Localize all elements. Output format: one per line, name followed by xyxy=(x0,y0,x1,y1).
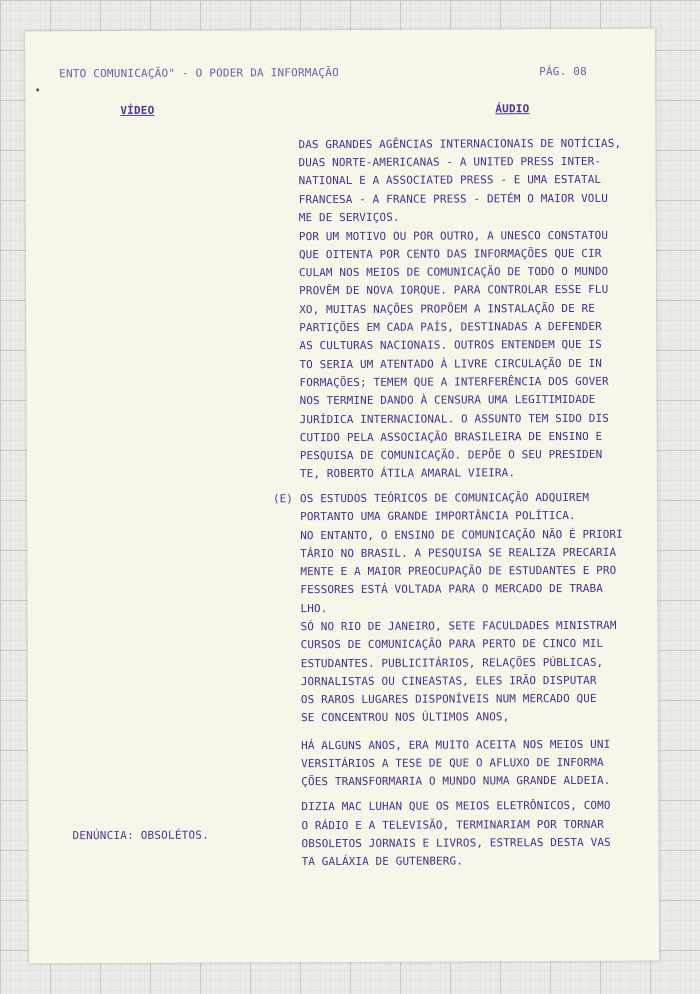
audio-line: QUE OITENTA POR CENTO DAS INFORMAÇÕES QUE CIR xyxy=(298,246,602,262)
audio-line: SE CONCENTROU NOS ÚLTIMOS ANOS, xyxy=(300,710,510,725)
audio-line: SÓ NO RIO DE JANEIRO, SETE FACULDADES MINISTRAM xyxy=(300,618,617,634)
audio-line: CUTIDO PELA ASSOCIAÇÃO BRASILEIRA DE ENSINO E xyxy=(299,429,603,445)
audio-line: PORTANTO UMA GRANDE IMPORTÂNCIA POLÍTICA. xyxy=(300,508,576,524)
sound-effect-marker: (E) xyxy=(272,492,293,506)
audio-line: PROVÊM DE NOVA IORQUE. PARA CONTROLAR ESSE FLU xyxy=(299,282,609,298)
page-header-title: ENTO COMUNICAÇÃO" - O PODER DA INFORMAÇÃO xyxy=(59,66,339,81)
video-note: DENÚNCIA: OBSOLÉTOS. xyxy=(72,828,209,843)
audio-line: CULAM NOS MEIOS DE COMUNICAÇÃO DE TODO O MUNDO xyxy=(298,264,609,280)
audio-line: OS ESTUDOS TEÓRICOS DE COMUNICAÇÃO ADQUIREM xyxy=(299,490,590,506)
audio-line: TA GALÁXIA DE GUTENBERG. xyxy=(301,854,463,869)
audio-line: DUAS NORTE-AMERICANAS - A UNITED PRESS INTER- xyxy=(298,154,602,170)
audio-line: DAS GRANDES AGÊNCIAS INTERNACIONAIS DE NOTÍCIAS, xyxy=(298,136,622,152)
audio-line: ESTUDANTES. PUBLICITÁRIOS, RELAÇÕES PÚBLICAS, xyxy=(300,655,604,671)
audio-line: MENTE E A MAIOR PREOCUPAÇÃO DE ESTUDANTES E PRO xyxy=(300,563,617,579)
audio-line: TE, ROBERTO ÁTILA AMARAL VIEIRA. xyxy=(299,466,516,481)
video-column-heading: VÍDEO xyxy=(120,103,155,117)
audio-line: PESQUISA DE COMUNICAÇÃO. DEPÕE O SEU PRESIDEN xyxy=(299,447,603,463)
audio-line: O RÁDIO E A TELEVISÃO, TERMINARIAM POR TORNAR xyxy=(301,817,604,833)
audio-line: DIZIA MAC LUHAN QUE OS MEIOS ELETRÔNICOS, COMO xyxy=(301,798,611,814)
audio-line: JURÍDICA INTERNACIONAL. O ASSUNTO TEM SIDO DIS xyxy=(299,411,609,427)
typewritten-page xyxy=(25,29,659,964)
audio-line: VERSITÁRIOS A TESE DE QUE O AFLUXO DE INFORMA xyxy=(301,755,604,771)
audio-line: CURSOS DE COMUNICAÇÃO PARA PERTO DE CINCO MIL xyxy=(300,636,604,652)
page-number: PÁG. 08 xyxy=(539,64,587,79)
audio-line: ME DE SERVIÇOS. xyxy=(298,210,400,225)
audio-line: NOS TERMINE DANDO À CENSURA UMA LEGITIMIDADE xyxy=(299,392,596,408)
audio-line: AS CULTURAS NACIONAIS. OUTROS ENTENDEM QUE IS xyxy=(299,337,602,353)
audio-line: JORNALISTAS OU CINEASTAS, ELES IRÃO DISPUTAR xyxy=(300,673,597,689)
audio-line: XO, MUITAS NAÇÕES PROPÕEM A INSTALAÇÃO DE RE xyxy=(299,301,596,317)
audio-line: FORMAÇÕES; TEMEM QUE A INTERFERÊNCIA DOS GOVER xyxy=(299,374,609,390)
audio-line: POR UM MOTIVO OU POR OUTRO, A UNESCO CONSTATOU xyxy=(298,228,609,244)
audio-line: PARTIÇÕES EM CADA PAÍS, DESTINADAS A DEFENDER xyxy=(299,319,602,335)
audio-line: NATIONAL E A ASSOCIATED PRESS - E UMA ESTATAL xyxy=(298,172,602,188)
ink-dot xyxy=(36,88,39,91)
audio-line: TÁRIO NO BRASIL. A PESQUISA SE REALIZA PRECARIA xyxy=(300,545,617,561)
audio-line: HÁ ALGUNS ANOS, ERA MUITO ACEITA NOS MEIOS UNI xyxy=(301,737,611,753)
audio-line: OBSOLETOS JORNAIS E LIVROS, ESTRELAS DESTA VAS xyxy=(301,835,611,851)
audio-line: FESSORES ESTÁ VOLTADA PARA O MERCADO DE TRABA xyxy=(300,581,603,597)
audio-line: ÇÕES TRANSFORMARIA O MUNDO NUMA GRANDE ALDEIA. xyxy=(301,773,611,789)
audio-column-heading: ÁUDIO xyxy=(495,102,530,116)
audio-line: TO SERIA UM ATENTADO À LIVRE CIRCULAÇÃO DE IN xyxy=(299,356,602,372)
audio-line: LHO. xyxy=(300,602,328,616)
audio-line: OS RAROS LUGARES DISPONÍVEIS NUM MERCADO QUE xyxy=(300,691,597,707)
audio-line: FRANCESA - A FRANCE PRESS - DETÉM O MAIOR VOLU xyxy=(298,191,608,207)
audio-line: NO ENTANTO, O ENSINO DE COMUNICAÇÃO NÃO É PRIORI xyxy=(300,527,623,543)
